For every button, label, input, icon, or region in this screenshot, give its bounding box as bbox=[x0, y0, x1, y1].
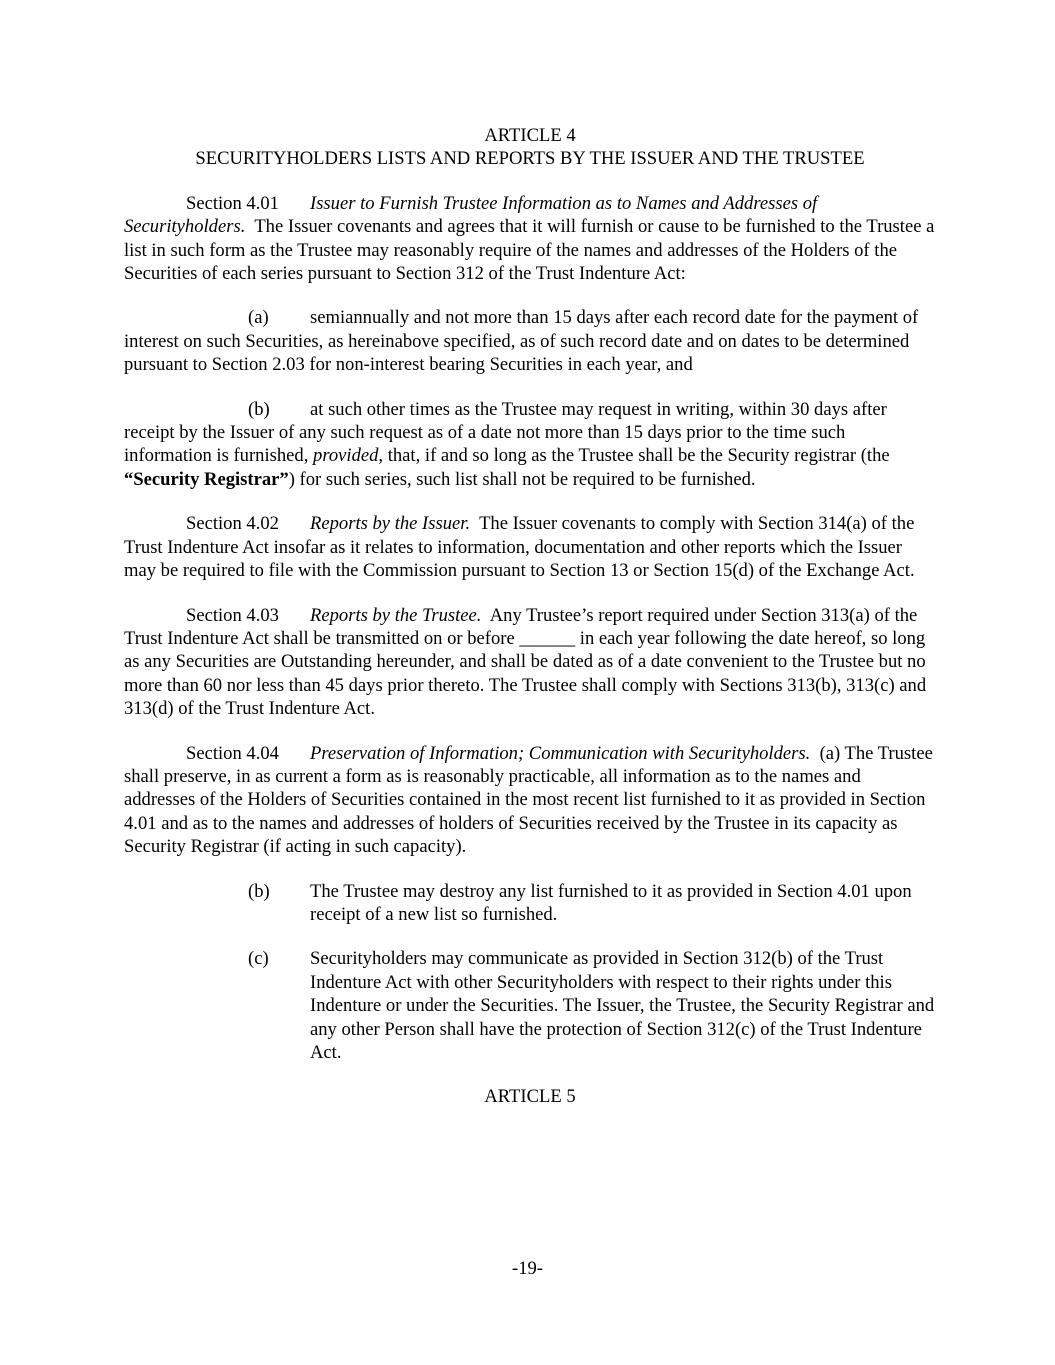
article-4-subtitle: SECURITYHOLDERS LISTS AND REPORTS BY THE ISSUER AND THE TRUSTEE bbox=[195, 148, 865, 170]
section-4-03 bbox=[124, 604, 936, 721]
section-4-01-clause-a bbox=[124, 306, 936, 376]
section-4-04-number: Section 4.04 bbox=[186, 742, 279, 764]
article-5-title: ARTICLE 5 bbox=[484, 1086, 576, 1108]
section-4-04-body: (a) The Trustee shall preserve, in as current a form as is reasonably practicable, all information as to the names and addresses of the Holders of Securities contained in the most recent list furnished to it as provided in Section 4.01 and as to the names and addresses of holders of Securities received by the Trustee in its capacity as Security Registrar (if acting in such capacity). bbox=[124, 742, 933, 858]
section-4-01 bbox=[124, 192, 936, 286]
clause-b-text: The Trustee may destroy any list furnished to it as provided in Section 4.01 upon receipt of a new list so furnished. bbox=[310, 880, 912, 925]
section-4-03-heading: Reports by the Trustee. bbox=[310, 604, 482, 626]
section-4-01-heading: Issuer to Furnish Trustee Information as to Names and Addresses of Securityholders. bbox=[124, 192, 818, 238]
section-4-01-body: The Issuer covenants and agrees that it will furnish or cause to be furnished to the Trustee a list in such form as the Trustee may reasonably require of the names and addresses of the Holders of the Securities of each series pursuant to Section 312 of the Trust Indenture Act: bbox=[124, 216, 935, 285]
section-4-02-heading: Reports by the Issuer. bbox=[310, 513, 471, 535]
section-4-02-body: The Issuer covenants to comply with Section 314(a) of the Trust Indenture Act insofar as it relates to information, documentation and other reports which the Issuer may be required to file with the Commission pursuant to Section 13 or Section 15(d) of the Exchange Act. bbox=[124, 513, 915, 582]
clause-b-text-2: , that, if and so long as the Trustee shall be the Security registrar (the bbox=[378, 445, 890, 467]
clause-b-label: (b) bbox=[248, 880, 270, 902]
clause-a-text: semiannually and not more than 15 days after each record date for the payment of interest on such Securities, as hereinabove specified, as of such record date and on dates to be determined pursuant to Section 2.03 for non-interest bearing Securities in each year, and bbox=[124, 307, 919, 376]
document-page bbox=[124, 124, 936, 1109]
clause-b-text-3: ) for such series, such list shall not be required to be furnished. bbox=[288, 468, 756, 490]
section-4-04-clause-c bbox=[124, 947, 936, 1064]
clause-a-label: (a) bbox=[248, 307, 269, 329]
clause-c-label: (c) bbox=[248, 948, 269, 970]
section-4-03-number: Section 4.03 bbox=[186, 604, 279, 626]
page-number: -19- bbox=[512, 1258, 543, 1279]
section-4-01-clause-b bbox=[124, 398, 936, 492]
section-4-04-heading: Preservation of Information; Communication with Securityholders. bbox=[310, 742, 811, 764]
section-4-03-body: Any Trustee’s report required under Section 313(a) of the Trust Indenture Act shall be transmitted on or before ______ in each year following the date hereof, so long as any Securities are Outstanding hereunder, and shall be dated as of a date convenient to the Trustee but no more than 60 nor less than 45 days prior thereto. The Trustee shall comply with Sections 313(b), 313(c) and 313(d) of the Trust Indenture Act. bbox=[124, 604, 927, 720]
clause-c-text: Securityholders may communicate as provided in Section 312(b) of the Trust Indenture Act with other Securityholders with respect to their rights under this Indenture or under the Securities. The Issuer, the Trustee, the Security Registrar and any other Person shall have the protection of Section 312(c) of the Trust Indenture Act. bbox=[310, 948, 935, 1063]
section-4-04 bbox=[124, 742, 936, 859]
clause-b-label: (b) bbox=[248, 398, 270, 420]
article-4-title: ARTICLE 4 bbox=[484, 125, 576, 146]
section-4-04-clause-b bbox=[124, 880, 936, 927]
section-4-02 bbox=[124, 512, 936, 582]
clause-b-text-1: at such other times as the Trustee may request in writing, within 30 days after receipt by the Issuer of any such request as of a date not more than 15 days prior to the time such information is furnished, bbox=[124, 398, 887, 467]
security-registrar-term: “Security Registrar” bbox=[124, 468, 289, 490]
clause-b-provided: provided bbox=[313, 445, 379, 467]
section-4-02-number: Section 4.02 bbox=[186, 513, 279, 535]
section-4-01-number: Section 4.01 bbox=[186, 192, 279, 214]
